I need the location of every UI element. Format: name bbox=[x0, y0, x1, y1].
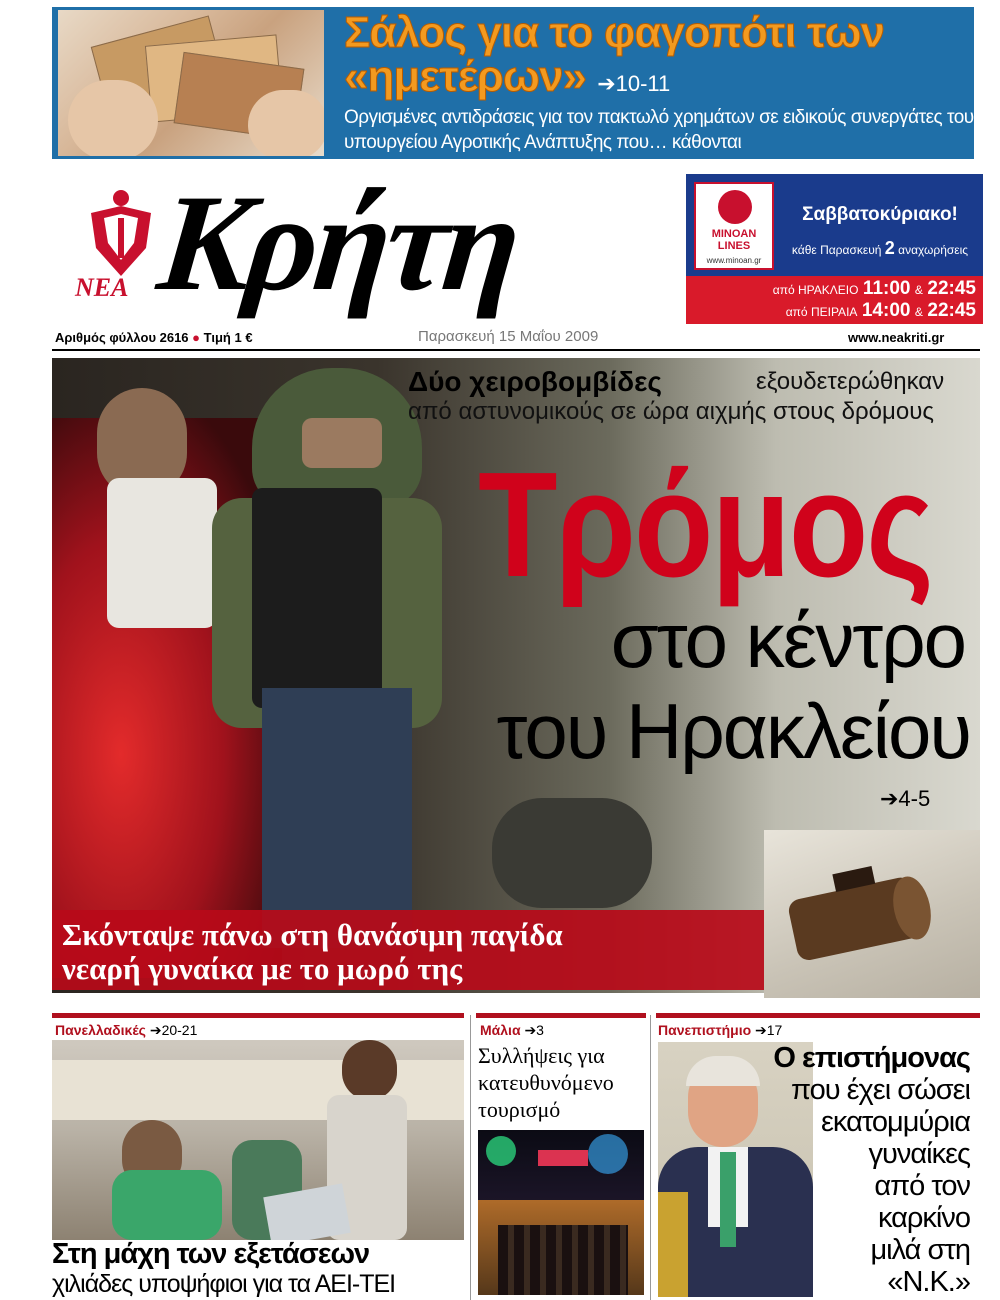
section-label-malia[interactable]: Μάλια ➔3 bbox=[480, 1022, 544, 1038]
section-rule bbox=[476, 1013, 646, 1018]
ad-row-piraeus: από ΠΕΙΡΑΙΑ 14:00 & 22:45 bbox=[785, 300, 976, 321]
pen-logo-icon bbox=[86, 188, 156, 278]
main-strap-text[interactable]: Σκόνταψε πάνω στη θανάσιμη παγίδα νεαρή γυναίκα με το μωρό της bbox=[62, 917, 563, 986]
section-label-exams[interactable]: Πανελλαδικές ➔20-21 bbox=[55, 1022, 198, 1038]
ad-url: www.minoan.gr bbox=[706, 256, 762, 265]
minoan-logo bbox=[694, 182, 774, 270]
banner-headline[interactable]: Σάλος για το φαγοπότι των «ημετέρων» ➔10-11 bbox=[344, 8, 884, 101]
column-divider bbox=[650, 1015, 651, 1300]
issue-date: Παρασκευή 15 Μαΐου 2009 bbox=[418, 328, 599, 345]
top-banner[interactable] bbox=[52, 7, 974, 159]
main-subheadline-2: του Ηρακλείου bbox=[496, 687, 970, 775]
section-rule bbox=[656, 1013, 980, 1018]
main-headline[interactable]: Τρόμος bbox=[478, 440, 932, 609]
section-label-university[interactable]: Πανεπιστήμιο ➔17 bbox=[658, 1022, 783, 1038]
minoan-lines-ad[interactable] bbox=[686, 174, 983, 324]
section-rule bbox=[52, 1013, 464, 1018]
newspaper-title[interactable]: Κρήτη bbox=[152, 166, 524, 319]
ad-brand: MINOAN LINES bbox=[711, 228, 757, 252]
grenade-photo bbox=[764, 830, 980, 998]
ad-departures: κάθε Παρασκευή 2 αναχωρήσεις bbox=[791, 238, 969, 258]
ad-headline: Σαββατοκύριακο! bbox=[802, 204, 958, 225]
banknotes-photo bbox=[58, 10, 324, 156]
issue-info: Αριθμός φύλλου 2616 ● Τιμή 1 € bbox=[55, 330, 253, 345]
main-subheadline-1: στο κέντρο bbox=[610, 596, 965, 684]
column-divider bbox=[470, 1015, 471, 1300]
university-headline[interactable]: Ο επιστήμονας που έχει σώσει εκατομμύρια γυναίκες από τον καρκίνο μιλά στη «Ν.Κ.» bbox=[773, 1042, 970, 1298]
exams-subhead: χιλιάδες υποψήφιοι για τα ΑΕΙ-ΤΕΙ bbox=[52, 1270, 396, 1298]
main-kicker-bold: Δύο χειροβομβίδες bbox=[408, 366, 662, 397]
minoan-emblem-icon bbox=[718, 190, 752, 224]
main-page-ref: ➔4-5 bbox=[880, 786, 931, 811]
main-kicker: εξουδετερώθηκαν bbox=[756, 368, 945, 395]
banner-page-ref: ➔10-11 bbox=[597, 71, 671, 96]
website-link[interactable]: www.neakriti.gr bbox=[848, 330, 945, 345]
banner-subhead: Οργισμένες αντιδράσεις για τον πακτωλό χρημάτων σε ειδικούς συνεργάτες του υπουργείου Αγροτικής Ανάπτυξης που… κάθονται bbox=[344, 107, 974, 153]
logo-prefix: ΝΕΑ bbox=[75, 273, 129, 302]
divider bbox=[52, 349, 980, 351]
main-kicker-line2: από αστυνομικούς σε ώρα αιχμής στους δρόμους bbox=[408, 398, 934, 425]
exam-students-photo[interactable] bbox=[52, 1040, 464, 1240]
malia-headline[interactable]: Συλλήψεις για κατευθυνόμενο τουρισμό bbox=[478, 1043, 614, 1122]
ad-row-heraklion: από ΗΡΑΚΛΕΙΟ 11:00 & 22:45 bbox=[772, 278, 976, 299]
exams-headline[interactable]: Στη μάχη των εξετάσεων bbox=[52, 1238, 370, 1270]
ad-schedule bbox=[686, 276, 983, 324]
malia-night-street-photo bbox=[478, 1130, 644, 1295]
